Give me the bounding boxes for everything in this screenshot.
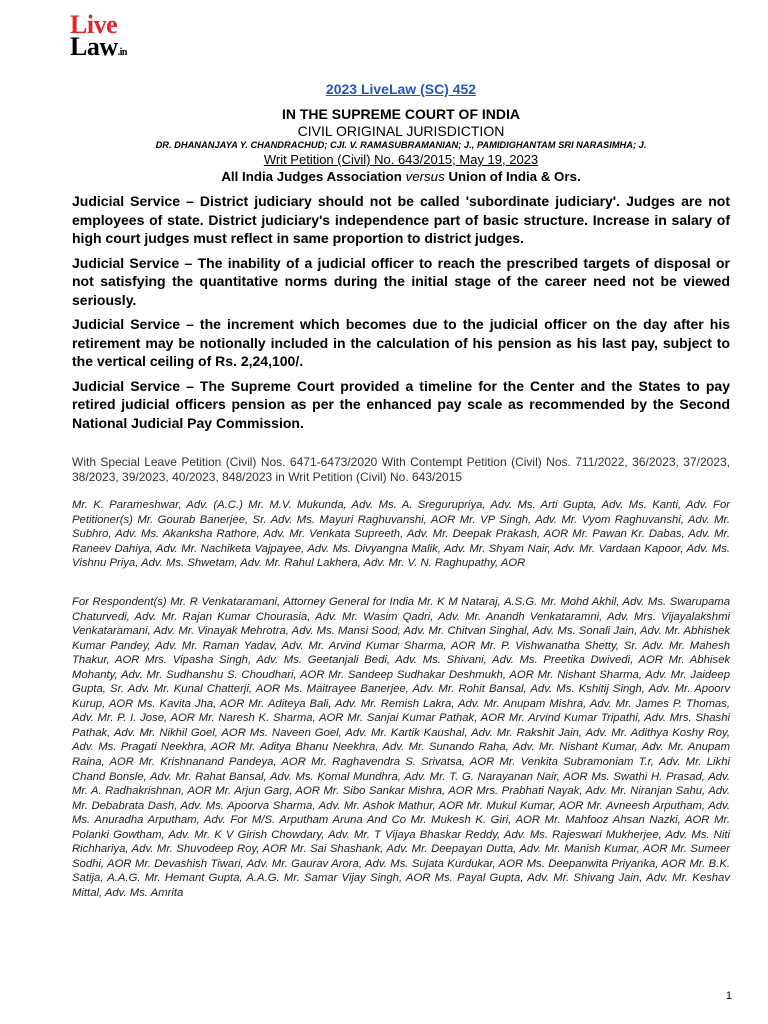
logo-law: Law <box>70 32 118 61</box>
case-parties <box>72 168 730 185</box>
page-number: 1 <box>725 990 732 1002</box>
headnote: Judicial Service – The inability of a judicial officer to reach the prescribed targets of disposal or not satisfying the quantitative norms during the initial stage of the career need not be viewed seriously. <box>72 254 730 308</box>
headnotes <box>72 192 730 438</box>
counsel-petitioner: Mr. K. Parameshwar, Adv. (A.C.) Mr. M.V. Mukunda, Adv. Ms. A. Sregurupriya, Adv. Ms. Arti Gupta, Adv. Ms. Kanti, Adv. For Petitioner(s) Mr. Gourab Banerjee, Sr. Adv. Ms. Mayuri Raghuvanshi, AOR Mr. VP Singh, Adv. Mr. Vyom Raghuvanshi, Adv. Mr. Subhro, Adv. Ms. Akanksha Rathore, Adv. Mr. Venkata Supreeth, Adv. Mr. Deepak Prakash, AOR Mr. Pawan Kr. Dabas, Adv. Mr. Raneev Dahiya, Adv. Mr. Nachiketa Vajpayee, Adv. Ms. Divyangna Malik, Adv. Mr. Shyam Nair, Adv. Mr. Vardaan Kapoor, Adv. Ms. Vishnu Priya, Adv. Ms. Shwetam, Adv. Mr. Rahul Lakhera, Adv. Mr. V. N. Raghupathy, AOR <box>72 499 730 570</box>
court-name: IN THE SUPREME COURT OF INDIA <box>281 106 520 122</box>
bench-judges: DR. DHANANJAYA Y. CHANDRACHUD; CJI. V. RAMASUBRAMANIAN; J., PAMIDIGHANTAM SRI NARASIMHA; J. <box>155 140 647 150</box>
livelaw-logo <box>70 10 200 61</box>
headnote: Judicial Service – District judiciary should not be called 'subordinate judiciary'. Judges are not employees of state. District judiciary's independence part of basic structure. Increase in salary of high court judges must reflect in same proportion to district judges. <box>72 193 730 246</box>
party-respondent: Union of India & Ors. <box>448 169 581 184</box>
party-petitioner: All India Judges Association <box>221 169 402 184</box>
petition-number-date: Writ Petition (Civil) No. 643/2015; May 19, 2023 <box>263 152 539 167</box>
jurisdiction: CIVIL ORIGINAL JURISDICTION <box>297 123 505 139</box>
citation-link[interactable]: 2023 LiveLaw (SC) 452 <box>325 81 477 97</box>
counsel-respondent: For Respondent(s) Mr. R Venkataramani, Attorney General for India Mr. K M Nataraj, A.S.G. Mr. Mohd Akhil, Adv. Ms. Swarupama Chaturvedi, Adv. Mr. Rajan Kumar Chourasia, Adv. Mr. Wasim Qadri, Adv. Mr. Anandh Venkataramni, Adv. Mrs. Vijayalakshmi Venkataramani, Adv. Mr. Vinayak Mehrotra, Adv. Ms. Mansi Sood, Adv. Mr. Chitvan Singhal, Adv. Ms. Sonali Jain, Adv. Mr. Abhishek Kumar Pandey, Adv. Mr. Raman Yadav, Adv. Mr. Arvind Kumar Sharma, AOR Mr. P. Vishwanatha Shetty, Sr. Adv. Mr. Mahesh Thakur, AOR Mrs. Vipasha Singh, Adv. Ms. Geetanjali Bedi, Adv. Ms. Shivani, Adv. Ms. Preetika Dwivedi, AOR Mr. Abhisek Mohanty, Adv. Mr. Sudhanshu S. Choudhari, AOR Mr. Sandeep Sudhakar Deshmukh, AOR Mr. Nishant Sharma, Adv. Mr. Jaideep Gupta, Sr. Adv. Mr. Kunal Chatterji, AOR Ms. Maitrayee Banerjee, Adv. Mr. Rohit Bansal, Adv. Ms. Kshitij Singh, Adv. Mr. Apoorv Kurup, AOR Ms. Kavita Jha, AOR Mr. Aditeya Bali, Adv. Mr. Remish Lakra, Adv. Mr. Anupam Mishra, Adv. Mr. James P. Thomas, Adv. Mr. P. I. Jose, AOR Mr. Naresh K. Sharma, AOR Mr. Sanjai Kumar Pathak, AOR Mr. Arvind Kumar Tripathi, Adv. Mrs. Shashi Pathak, Adv. Mr. Nikhil Goel, AOR Ms. Naveen Goel, Adv. Mr. Kartik Kaushal, Adv. Mr. Rakshit Jain, Adv. Mr. Adithya Koshy Roy, Adv. Ms. Pragati Neekhra, AOR Mr. Aditya Bhanu Neekhra, Adv. Mr. Sunando Raha, Adv. Mr. Nishant Kumar, Adv. Mr. Anupam Raina, AOR Mr. Krishnanand Pandeya, AOR Mr. Raghavendra S. Srivatsa, AOR Mr. Venkita Subramoniam T.r, Adv. Mr. Likhi Chand Bonsle, Adv. Mr. Rahat Bansal, Adv. Ms. Komal Mundhra, Adv. Mr. T. G. Narayanan Nair, AOR Ms. Swathi H. Prasad, Adv. Mr. A. Radhakrishnan, AOR Mr. Arjun Garg, AOR Mr. Sibo Sankar Mishra, AOR Mrs. Prabhati Nayak, Adv. Mr. Niranjan Sahu, Adv. Mr. Debabrata Dash, Adv. Ms. Apoorva Sharma, Adv. Mr. Ashok Mathur, AOR Mr. Mukul Kumar, AOR Mr. Avneesh Arputham, Adv. Ms. Anuradha Arputham, Adv. For M/S. Arputham Aruna And Co Mr. Mukesh K. Giri, AOR Mr. Mahfooz Ahsan Nazki, AOR Mr. Polanki Gowtham, Adv. Mr. K V Girish Chowdary, Adv. Mr. T Vijaya Bhaskar Reddy, Adv. Ms. Rajeswari Mukherjee, Adv. Ms. Niti Richhariya, Adv. Mr. Shuvodeep Roy, AOR Mr. Sai Shashank, Adv. Mr. Deepayan Dutta, Adv. Mr. Manish Kumar, AOR Mr. Sumeer Sodhi, AOR Mr. Devashish Tiwari, Adv. Mr. Gaurav Arora, Adv. Ms. Sujata Kurdukar, AOR Ms. Deepanwita Priyanka, AOR Mr. B.K. Satija, A.A.G. Mr. Hemant Gupta, A.A.G. Mr. Samar Vijay Singh, AOR Ms. Payal Gupta, Adv. Mr. Shivang Jain, Adv. Mr. Keshav Mittal, Adv. Ms. Amrita <box>72 596 730 899</box>
headnote: Judicial Service – The Supreme Court provided a timeline for the Center and the States to pay retired judicial officers pension as per the enhanced pay scale as recommended by the Second National Judicial Pay Commission. <box>72 377 730 431</box>
logo-in: .in <box>117 47 127 58</box>
logo-live: Live <box>70 10 118 39</box>
headnote: Judicial Service – the increment which becomes due to the judicial officer on the day after his retirement may be notionally included in the calculation of his pension as his last pay, subject to the vertical ceiling of Rs. 2,24,100/. <box>72 316 730 369</box>
versus-label: versus <box>405 169 445 184</box>
case-header <box>72 80 730 185</box>
connected-matters: With Special Leave Petition (Civil) Nos. 6471-6473/2020 With Contempt Petition (Civil) Nos. 711/2022, 36/2023, 37/2023, 38/2023, 39/2023, 40/2023, 848/2023 in Writ Petition (Civil) No. 643/2015 <box>72 455 730 484</box>
